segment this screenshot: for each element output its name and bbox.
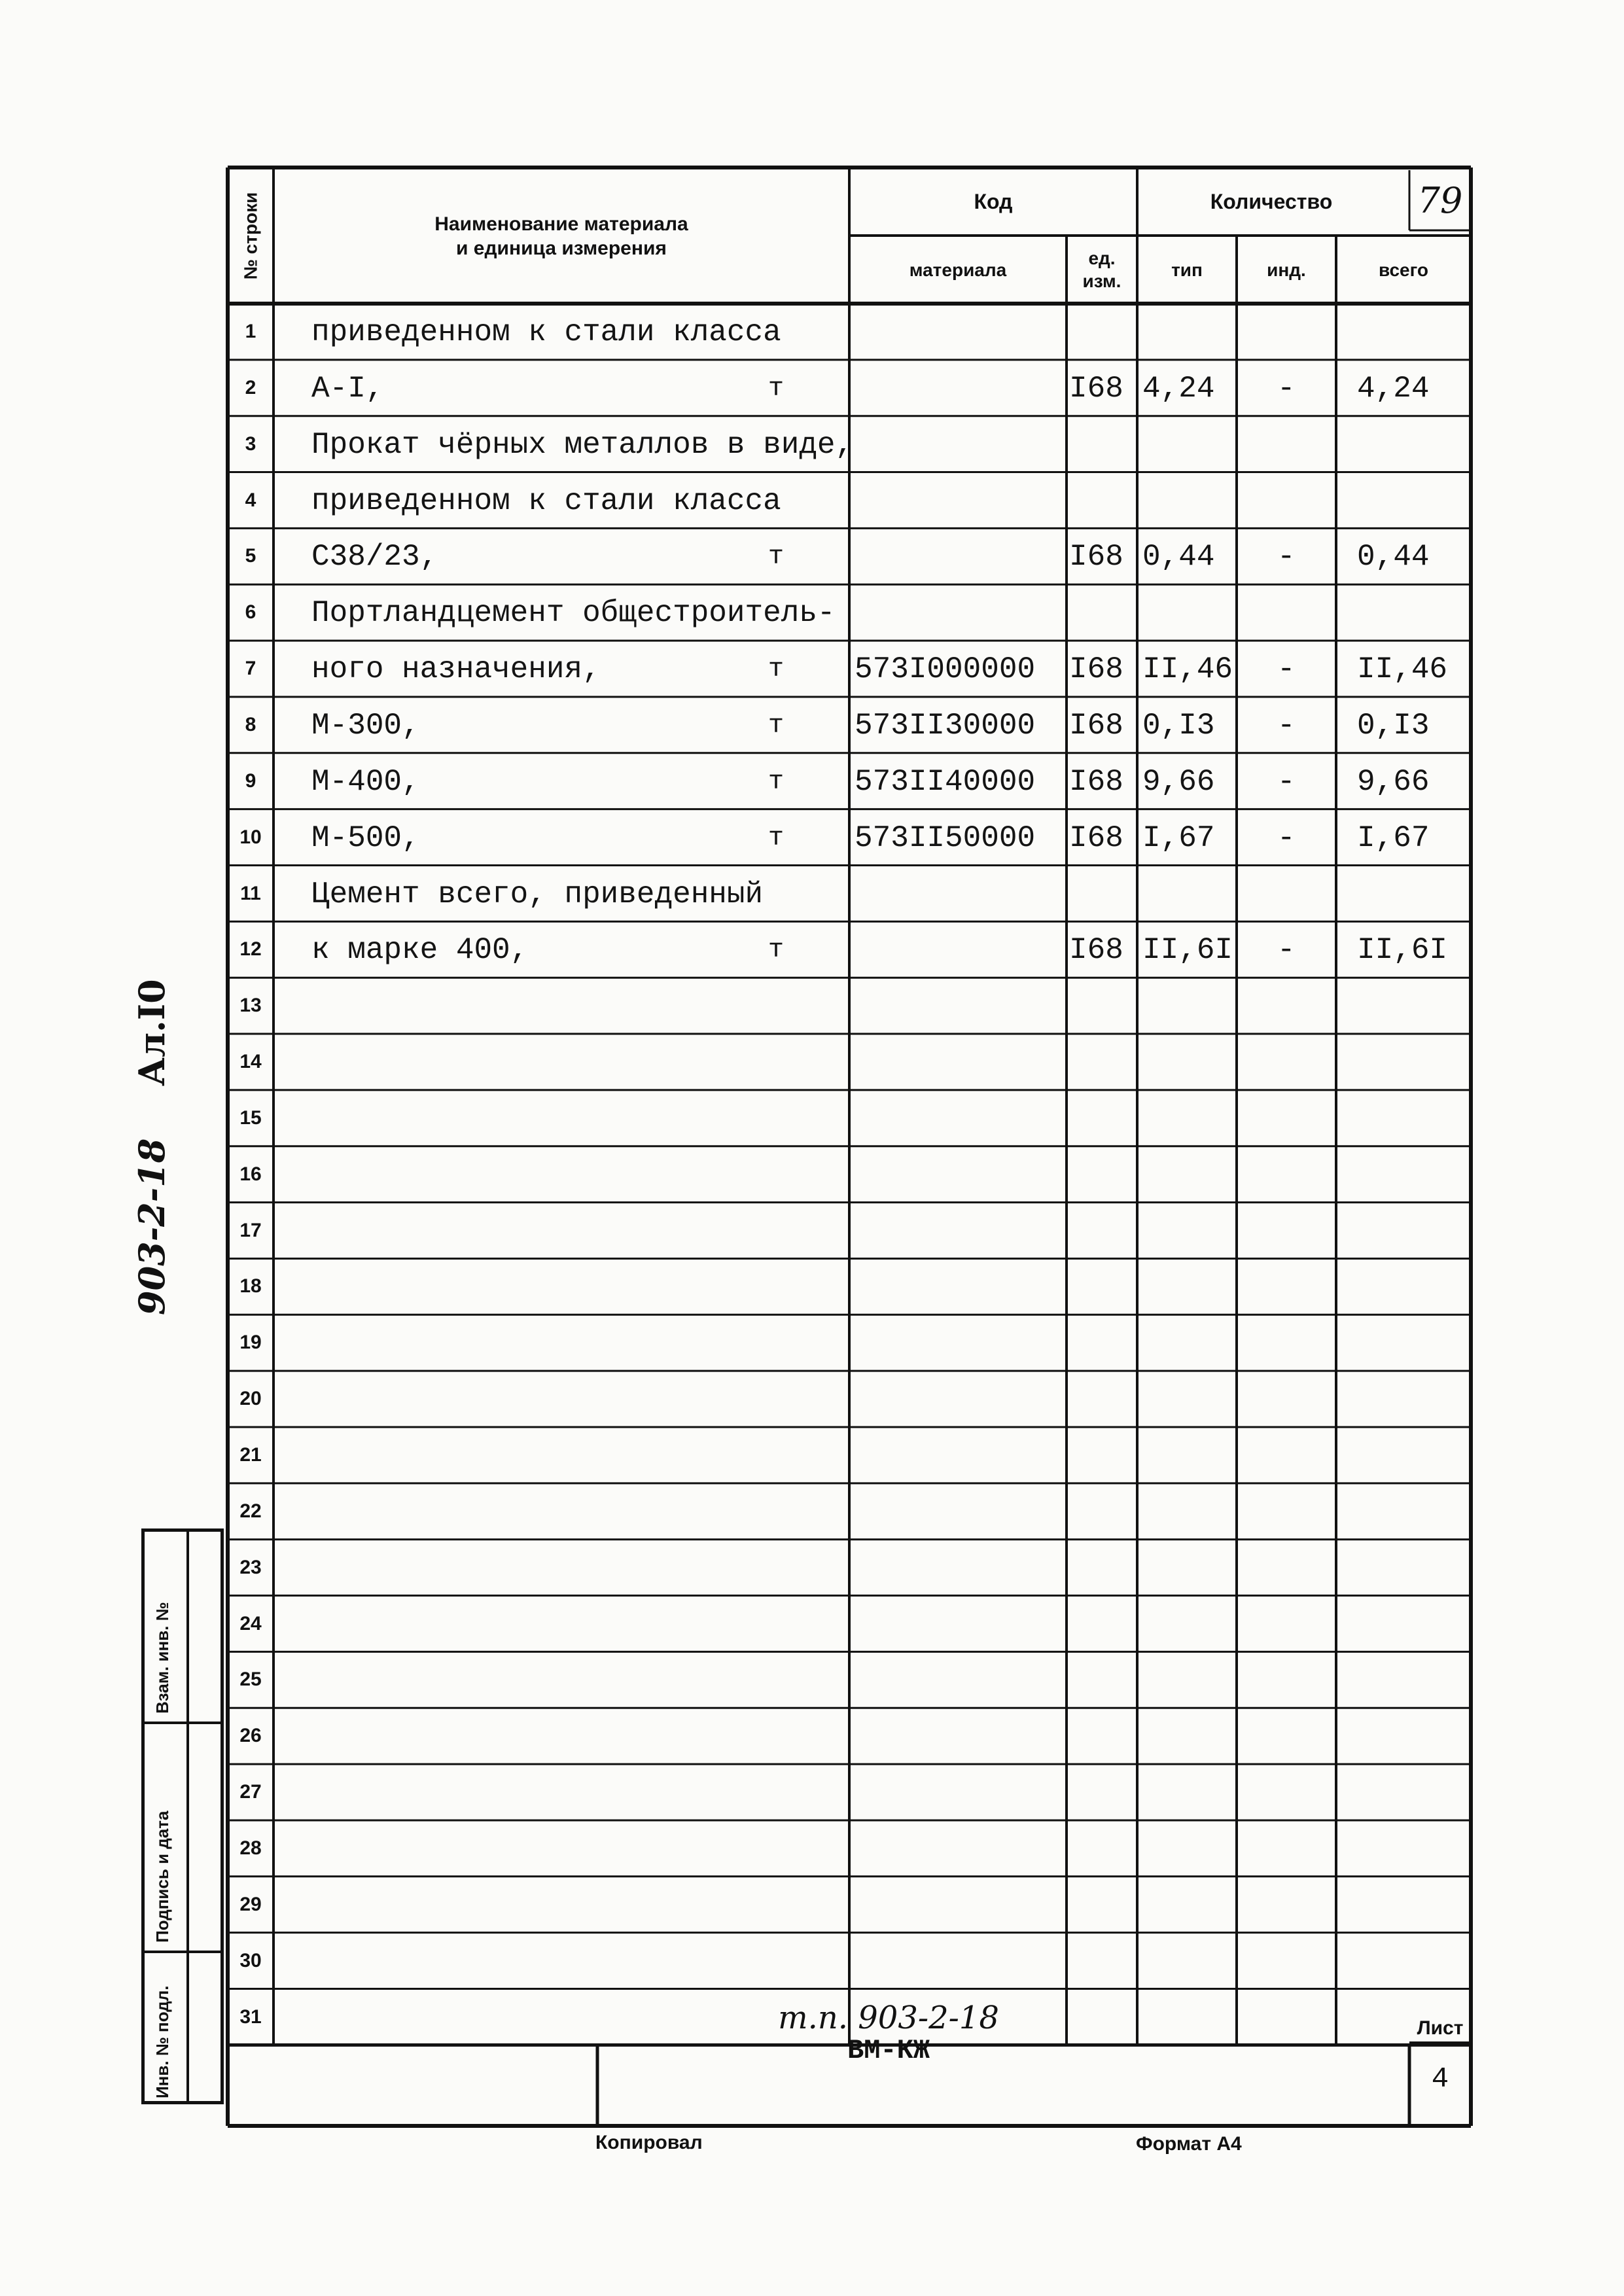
row-number: 30 — [239, 1949, 262, 1971]
unit-label: т — [768, 374, 785, 404]
material-name: С38/23, — [311, 540, 438, 574]
paper-format-label: Формат А4 — [1136, 2133, 1242, 2155]
qty-typical: II,6I — [1142, 933, 1233, 968]
row-number: 28 — [239, 1837, 262, 1859]
material-name: М-500, — [311, 821, 420, 855]
qty-total: 9,66 — [1357, 764, 1430, 799]
row-number: 31 — [239, 2005, 262, 2028]
material-name: приведенном к стали класса — [311, 484, 781, 518]
row-number: 9 — [245, 769, 256, 792]
row-number: 8 — [245, 713, 256, 735]
material-code: 573II40000 — [855, 764, 1036, 799]
album-label: Ал.I0 — [131, 979, 173, 1086]
material-code: 573II30000 — [855, 708, 1036, 743]
qty-individual: - — [1277, 371, 1296, 406]
row-number: 26 — [239, 1725, 262, 1747]
unit-label: т — [768, 823, 785, 853]
unit-code: I68 — [1069, 821, 1123, 855]
row-number: 6 — [245, 601, 256, 624]
side-stamp-block — [141, 1528, 224, 2104]
material-name: М-300, — [311, 708, 420, 743]
row-number: 13 — [239, 995, 262, 1017]
unit-code: I68 — [1069, 933, 1123, 968]
row-number: 7 — [245, 658, 256, 680]
material-name: приведенном к стали класса — [311, 315, 781, 349]
qty-total: II,46 — [1357, 652, 1448, 687]
header-row-number: № строки — [240, 192, 261, 279]
unit-label: т — [768, 542, 785, 573]
qty-typical: 9,66 — [1142, 764, 1215, 799]
header-code-material: материала — [909, 259, 1007, 280]
header-material-name: Наименование материала и единица измерения — [434, 213, 688, 259]
header-quantity: Количество — [1210, 190, 1333, 213]
row-number: 4 — [245, 489, 256, 511]
unit-code: I68 — [1069, 540, 1123, 574]
row-number: 3 — [245, 433, 256, 455]
row-number: 12 — [239, 938, 262, 961]
row-number: 27 — [239, 1781, 262, 1803]
row-number: 11 — [240, 882, 261, 904]
unit-code: I68 — [1069, 708, 1123, 743]
unit-code: I68 — [1069, 764, 1123, 799]
qty-total: 4,24 — [1357, 371, 1430, 406]
qty-typical: II,46 — [1142, 652, 1233, 687]
header-code: Код — [974, 190, 1013, 213]
qty-individual: - — [1277, 821, 1296, 855]
original-inv-label: Инв. № подл. — [152, 1985, 172, 2098]
material-name: ного назначения, — [311, 652, 601, 687]
unit-code: I68 — [1069, 652, 1123, 687]
row-number: 29 — [239, 1893, 262, 1915]
material-name: Прокат чёрных металлов в виде, — [311, 427, 854, 462]
qty-typical: 0,I3 — [1142, 708, 1215, 743]
qty-total: II,6I — [1357, 933, 1448, 968]
page-stamp-number: 79 — [1417, 180, 1463, 222]
row-number: 21 — [239, 1444, 262, 1466]
unit-label: т — [768, 711, 785, 741]
qty-individual: - — [1277, 933, 1296, 968]
qty-total: 0,I3 — [1357, 708, 1430, 743]
header-code-unit: ед. изм. — [1082, 248, 1121, 291]
qty-individual: - — [1277, 652, 1296, 687]
signature-date-label: Подпись и дата — [152, 1810, 172, 1943]
project-code-label: 903-2-18 — [131, 1138, 173, 1315]
unit-label: т — [768, 655, 785, 685]
copied-by-label: Копировал — [595, 2132, 703, 2153]
row-number: 10 — [239, 826, 262, 848]
material-code: 573I000000 — [855, 652, 1036, 687]
material-name: Портландцемент общестроитель- — [311, 596, 836, 631]
material-code: 573II50000 — [855, 821, 1036, 855]
material-name: к марке 400, — [311, 933, 529, 968]
row-number: 1 — [245, 321, 256, 342]
header-qty-total: всего — [1378, 259, 1429, 280]
row-number: 16 — [239, 1163, 262, 1185]
unit-label: т — [768, 936, 785, 966]
row-number: 15 — [239, 1106, 262, 1129]
row-number: 5 — [245, 545, 256, 567]
qty-individual: - — [1277, 540, 1296, 574]
replaced-inv-label: Взам. инв. № — [152, 1602, 172, 1714]
sheet-number: 4 — [1431, 2062, 1449, 2096]
row-number: 18 — [239, 1275, 262, 1298]
header-qty-individual: инд. — [1267, 259, 1306, 280]
qty-total: I,67 — [1357, 821, 1430, 855]
material-name: М-400, — [311, 764, 420, 799]
row-number: 14 — [239, 1051, 262, 1073]
row-number: 25 — [239, 1669, 262, 1691]
row-number: 22 — [239, 1500, 262, 1522]
document-code: т.п. 903-2-18 — [778, 2000, 999, 2036]
material-name: Цемент всего, приведенный — [311, 877, 764, 911]
qty-typical: 0,44 — [1142, 540, 1215, 574]
unit-code: I68 — [1069, 371, 1123, 406]
materials-table — [228, 168, 1471, 2126]
qty-individual: - — [1277, 764, 1296, 799]
row-number: 19 — [239, 1332, 262, 1354]
qty-total: 0,44 — [1357, 540, 1430, 574]
qty-typical: I,67 — [1142, 821, 1215, 855]
unit-label: т — [768, 767, 785, 797]
qty-individual: - — [1277, 708, 1296, 743]
header-qty-typical: тип — [1171, 259, 1203, 280]
material-name: А-I, — [311, 371, 384, 406]
sheet-label: Лист — [1417, 2017, 1464, 2040]
row-number: 2 — [245, 376, 256, 398]
row-number: 17 — [239, 1219, 262, 1241]
document-mark: ВМ-КЖ — [847, 2034, 930, 2066]
row-number: 20 — [239, 1388, 262, 1410]
row-number: 23 — [239, 1556, 262, 1578]
qty-typical: 4,24 — [1142, 371, 1215, 406]
row-number: 24 — [239, 1612, 262, 1634]
